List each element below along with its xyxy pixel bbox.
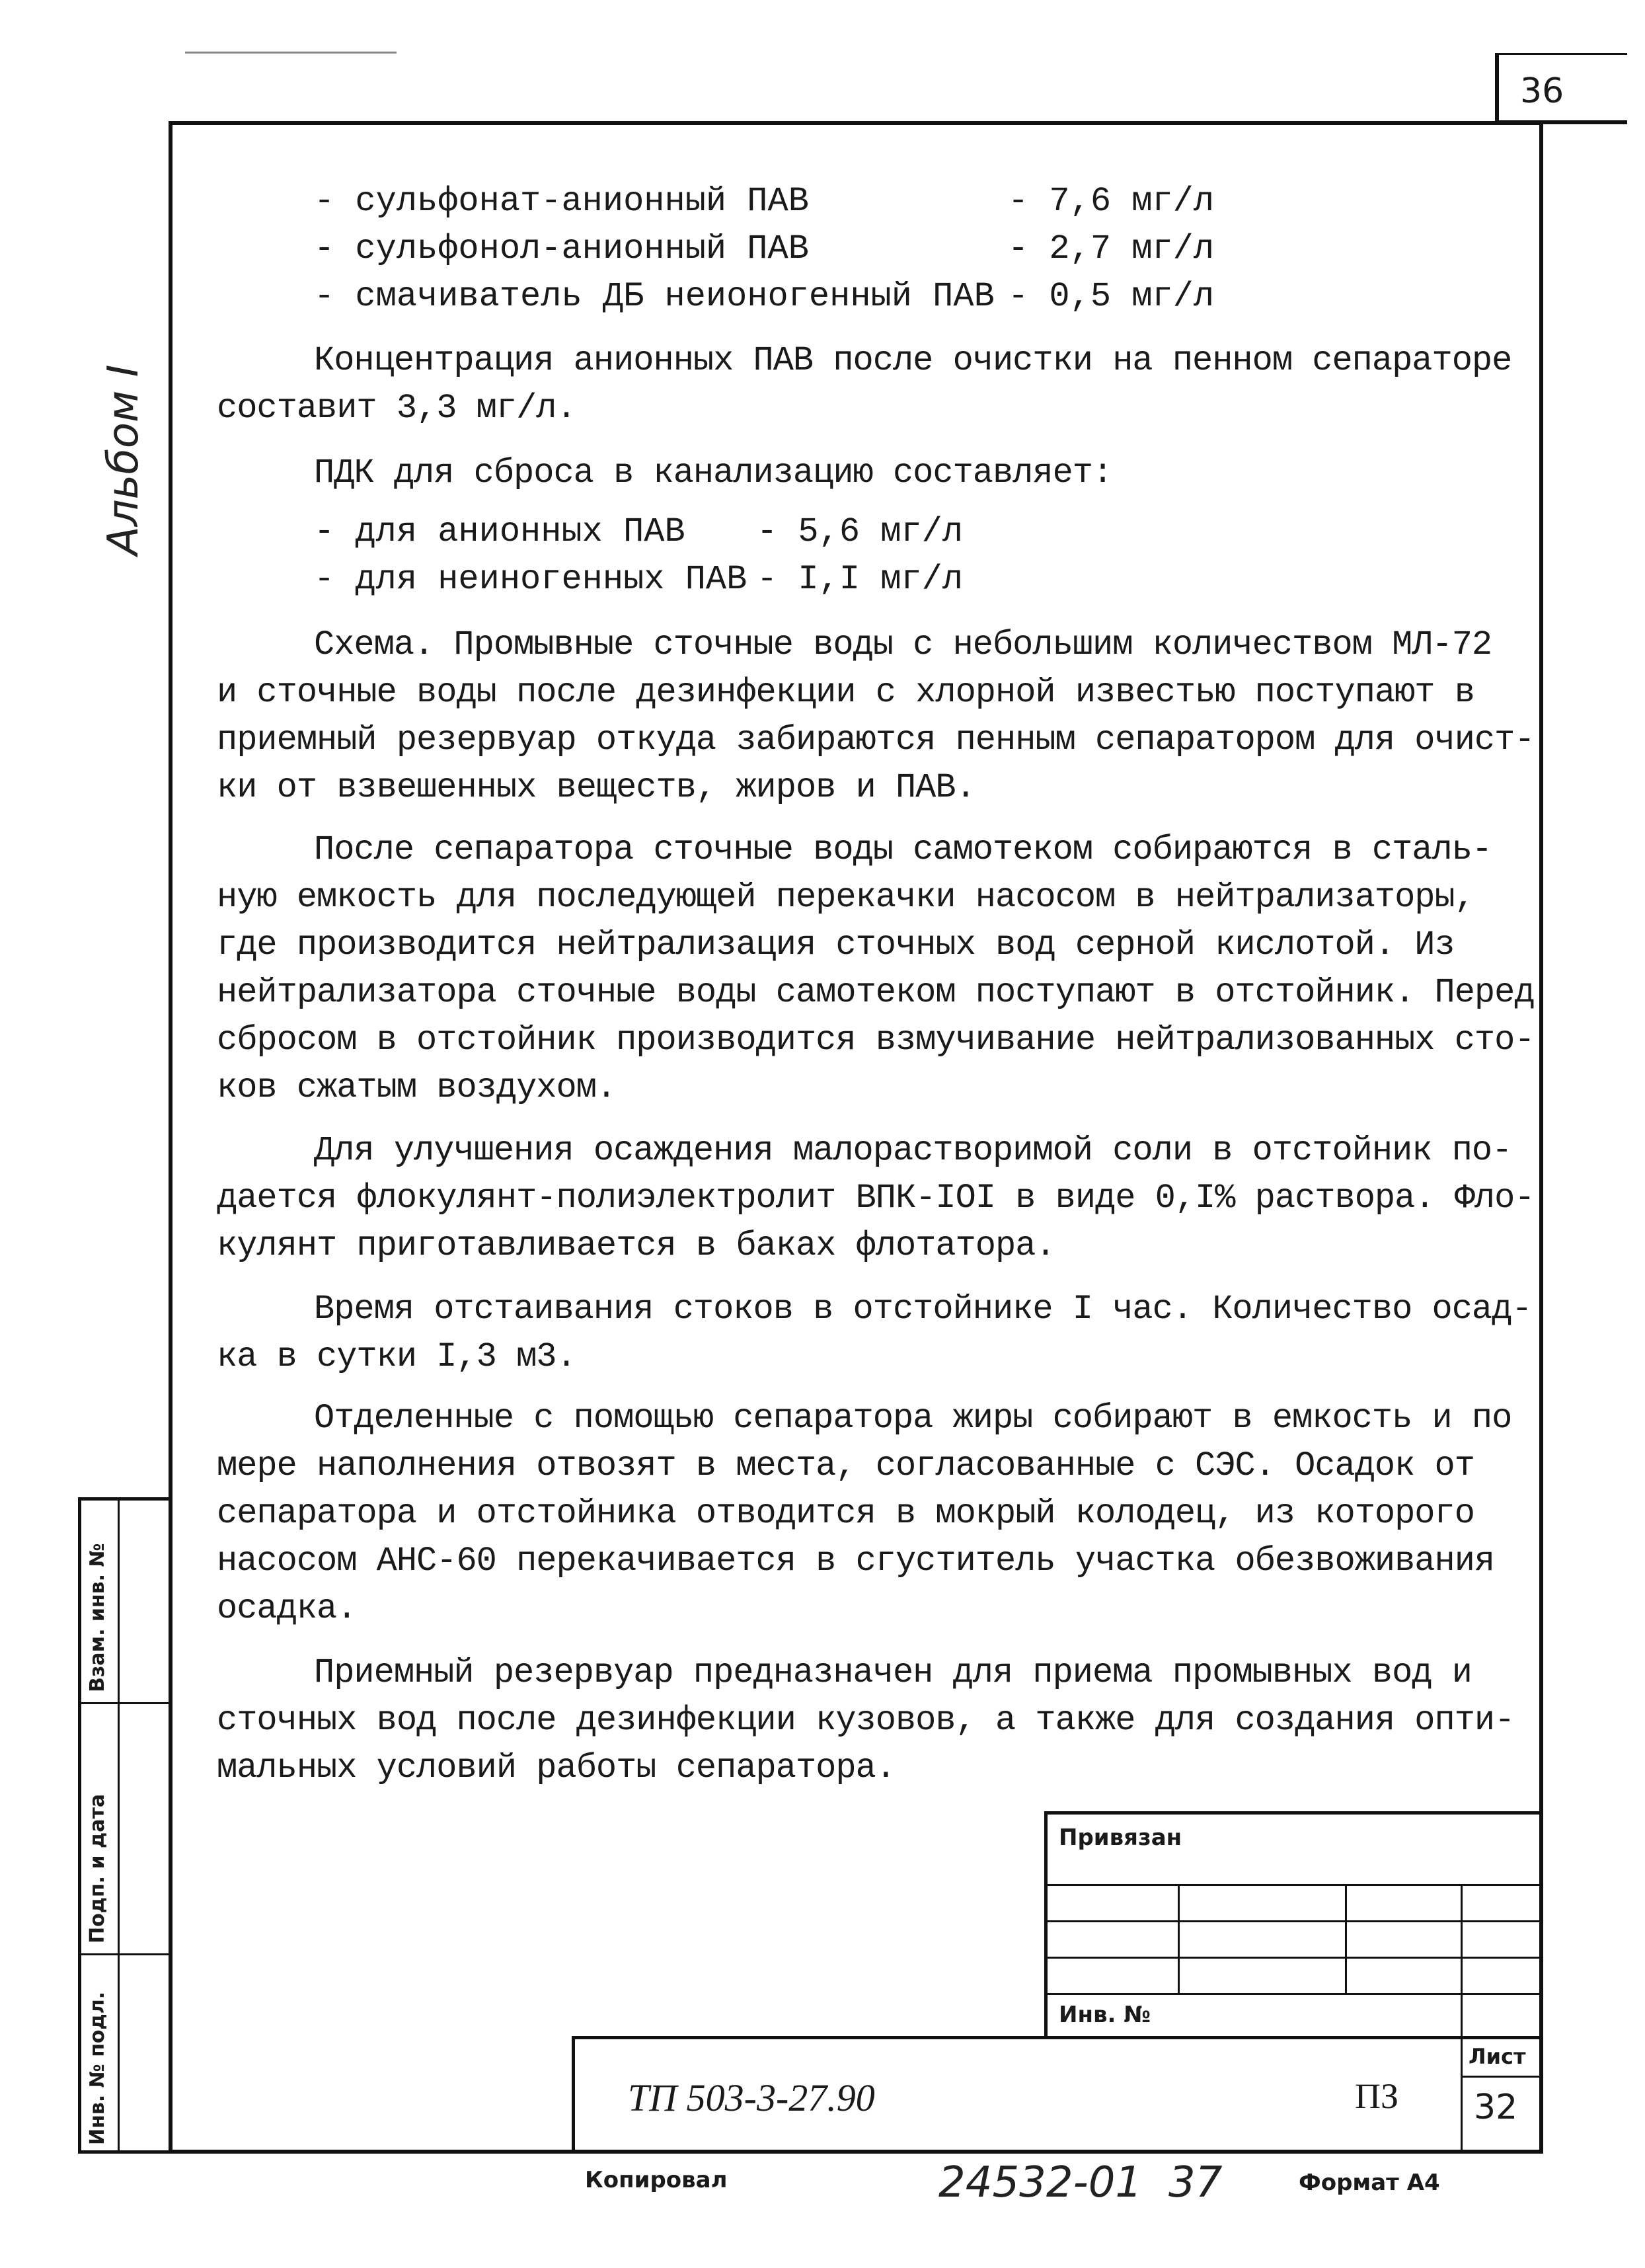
stamp-list-label: Лист (1469, 2044, 1526, 2069)
para-time-line: Время отстаивания стоков в отстойнике I час. Количество осад- (314, 1290, 1532, 1329)
para-after-sep-line: ную емкость для последующей перекачки насосом в нейтрализаторы, (217, 878, 1474, 917)
para-after-sep-line: нейтрализатора сточные воды самотеком поступают в отстойник. Перед (217, 973, 1535, 1012)
para-fats-line: мере наполнения отвозят в места, согласованные с СЭС. Осадок от (217, 1446, 1474, 1485)
para-pdk: ПДК для сброса в канализацию составляет: (314, 453, 1113, 492)
para-scheme-line: Схема. Промывные сточные воды с небольшим количеством МЛ-72 (314, 625, 1492, 664)
list-item-label: - смачиватель ДБ неионогенный ПАВ (314, 277, 995, 316)
side-stamp-line (78, 1953, 172, 1955)
list-item-value: - 7,6 мг/л (1008, 182, 1215, 221)
para-fats-line: сепаратора и отстойника отводится в мокрый колодец, из которого (217, 1494, 1474, 1533)
side-label-vzam: Взам. инв. № (86, 1543, 109, 1692)
para-concentration-line1: Концентрация анионных ПАВ после очистки на пенном сепараторе (314, 341, 1512, 380)
page-number: 36 (1520, 71, 1564, 111)
footer-archive-no: 24532-01 (938, 2158, 1143, 2207)
para-concentration-line2: составит 3,3 мг/л. (217, 389, 576, 428)
stamp-inv-no: Инв. № (1059, 2002, 1151, 2028)
para-floc-line: дается флокулянт-полиэлектролит ВПК-IOI в виде 0,I% раствора. Фло- (217, 1179, 1535, 1218)
list-item-label: - сульфонат-анионный ПАВ (314, 182, 809, 221)
list-item-label: - для неиногенных ПАВ (314, 560, 747, 599)
side-label-inv-podl: Инв. № подл. (86, 1991, 109, 2145)
para-floc-line: кулянт приготавливается в баках флотатора. (217, 1226, 1055, 1265)
handwritten-album-note: Альбом I (99, 364, 148, 555)
side-stamp-divider (118, 1497, 120, 2154)
para-time-line: ка в сутки I,3 м3. (217, 1337, 576, 1376)
doc-type: ПЗ (1355, 2076, 1399, 2116)
footer-handwritten-num: 37 (1168, 2158, 1223, 2207)
list-item-value: - 2,7 мг/л (1008, 229, 1215, 268)
para-after-sep-line: где производится нейтрализация сточных вод серной кислотой. Из (217, 925, 1455, 964)
footer-kopiroval: Копировал (585, 2167, 728, 2193)
para-reservoir-line: Приемный резервуар предназначен для приема промывных вод и (314, 1653, 1472, 1692)
list-item-value: - 5,6 мг/л (757, 512, 964, 551)
list-item-label: - для анионных ПАВ (314, 512, 685, 551)
side-label-podp: Подп. и дата (86, 1793, 109, 1943)
para-reservoir-line: мальных условий работы сепаратора. (217, 1748, 896, 1787)
para-after-sep-line: После сепаратора сточные воды самотеком собираются в сталь- (314, 830, 1492, 869)
footer-format: Формат А4 (1299, 2170, 1440, 2196)
scan-mark (185, 52, 397, 54)
para-scheme-line: приемный резервуар откуда забираются пенным сепаратором для очист- (217, 721, 1535, 760)
side-stamp-line (78, 1702, 172, 1704)
para-reservoir-line: сточных вод после дезинфекции кузовов, а также для создания опти- (217, 1701, 1515, 1740)
list-item-value: - I,I мг/л (757, 560, 964, 599)
para-scheme-line: и сточные воды после дезинфекции с хлорной известью поступают в (217, 673, 1474, 712)
para-floc-line: Для улучшения осаждения малорастворимой соли в отстойник по- (314, 1131, 1512, 1170)
para-after-sep-line: ков сжатым воздухом. (217, 1068, 617, 1107)
list-item-value: - 0,5 мг/л (1008, 277, 1215, 316)
para-fats-line: Отделенные с помощью сепаратора жиры собирают в емкость и по (314, 1399, 1512, 1438)
para-fats-line: осадка. (217, 1589, 357, 1628)
stamp-privyazan: Привязан (1059, 1824, 1182, 1851)
para-fats-line: насосом АНС-60 перекачивается в сгуститель участка обезвоживания (217, 1542, 1495, 1581)
sheet-number: 32 (1474, 2088, 1518, 2127)
para-after-sep-line: сбросом в отстойник производится взмучивание нейтрализованных сто- (217, 1021, 1535, 1060)
doc-code: ТП 503-3-27.90 (628, 2076, 875, 2119)
para-scheme-line: ки от взвешенных веществ, жиров и ПАВ. (217, 768, 976, 807)
list-item-label: - сульфонол-анионный ПАВ (314, 229, 809, 268)
